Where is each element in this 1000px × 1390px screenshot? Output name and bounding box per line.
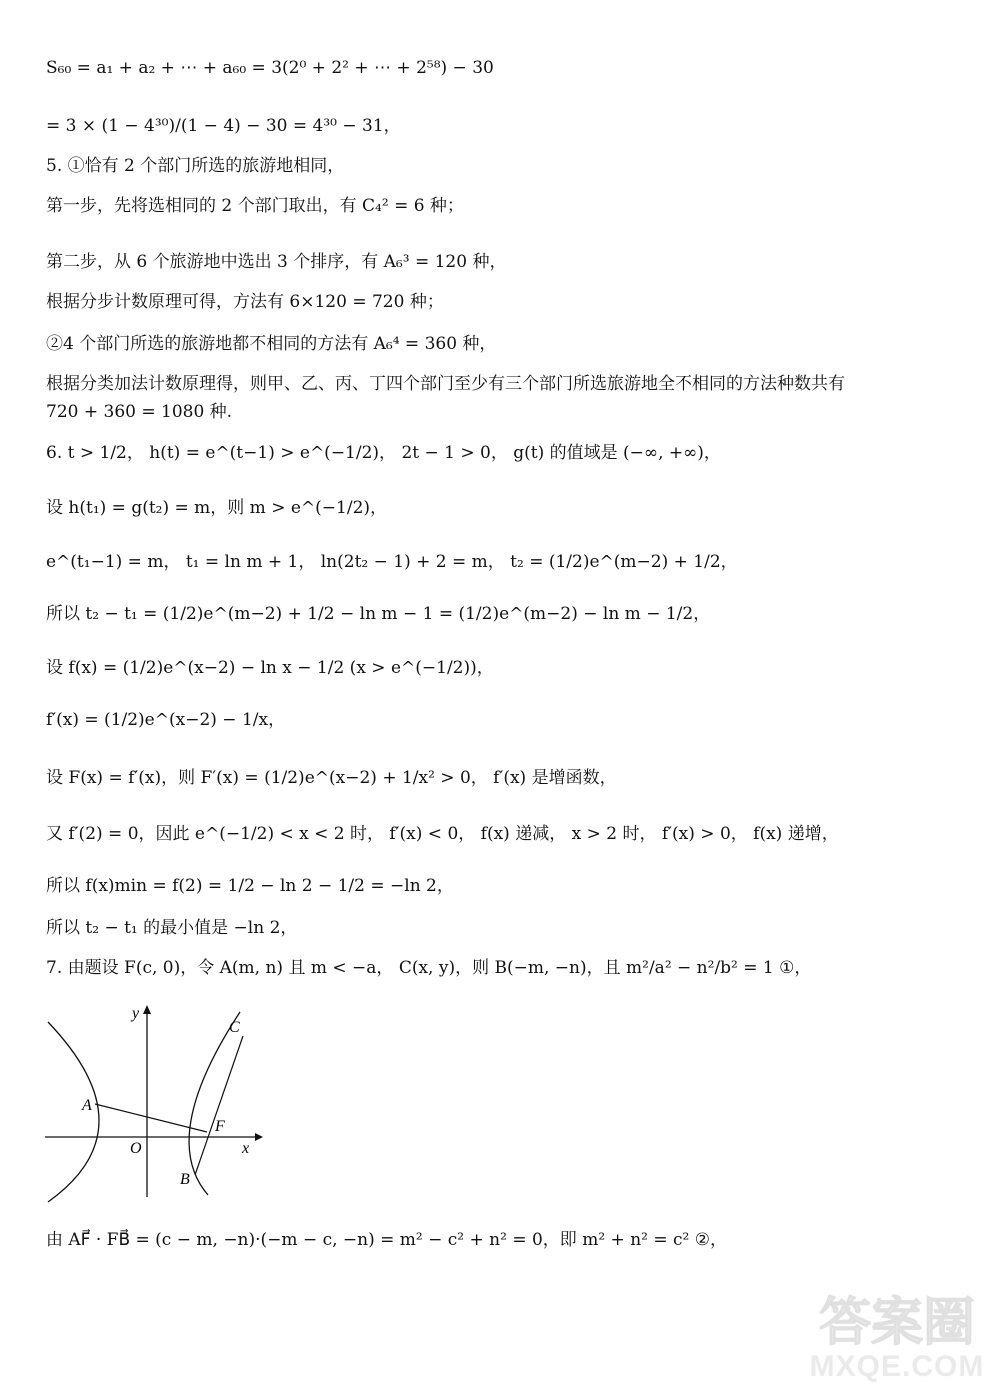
line-q5-product: 根据分步计数原理可得，方法有 6×120 = 720 种； — [46, 292, 444, 312]
line-q6-difference: 所以 t₂ − t₁ = (1/2)e^(m−2) + 1/2 − ln m − 1 = (1/2)e^(m−2) − ln m − 1/2， — [46, 604, 711, 624]
line-q6-derivative: f′(x) = (1/2)e^(x−2) − 1/x， — [46, 710, 286, 730]
y-axis-arrow — [143, 1005, 151, 1014]
line-q5-case2: ②4 个部门所选的旅游地都不相同的方法有 A₆⁴ = 360 种， — [46, 334, 497, 354]
label-C: C — [229, 1019, 240, 1036]
label-x: x — [242, 1140, 250, 1157]
label-A: A — [82, 1097, 92, 1114]
x-axis-arrow — [255, 1133, 263, 1141]
segment-AF — [95, 1104, 207, 1132]
hyperbola-right-branch — [189, 1012, 240, 1195]
line-q5-answer: 720 + 360 = 1080 种. — [46, 402, 233, 422]
line-q6-monotonic: 又 f′(2) = 0，因此 e^(−1/2) < x < 2 时， f′(x) < 0， f(x) 递减， x > 2 时， f′(x) > 0， f(x) 递增， — [46, 824, 839, 844]
label-B: B — [180, 1171, 190, 1188]
line-q6-start: 6. t > 1/2， h(t) = e^(t−1) > e^(−1/2)， 2t − 1 > 0， g(t) 的值域是 (−∞, +∞)， — [46, 443, 721, 463]
label-y: y — [132, 1005, 140, 1022]
label-F: F — [215, 1118, 225, 1135]
line-q7-vectors: 由 AF⃗ · FB⃗ = (c − m, −n)·(−m − c, −n) = m² − c² + n² = 0，即 m² + n² = c² ②， — [46, 1230, 727, 1250]
line-q5-sum-principle: 根据分类加法计数原理得，则甲、乙、丙、丁四个部门至少有三个部门所选旅游地全不相同的方法种数共有 — [46, 374, 845, 394]
watermark-logo-icon — [802, 1284, 992, 1354]
line-q5-step1: 第一步，先将选相同的 2 个部门取出，有 C₄² = 6 种； — [46, 196, 464, 216]
line-q5-step2: 第二步，从 6 个旅游地中选出 3 个排序，有 A₆³ = 120 种， — [46, 252, 507, 272]
label-origin: O — [130, 1140, 142, 1157]
line-sum-s60: S₆₀ = a₁ + a₂ + ⋯ + a₆₀ = 3(2⁰ + 2² + ⋯ + 2⁵⁸) − 30 — [46, 58, 494, 78]
hyperbola-figure — [40, 1000, 265, 1205]
watermark-logo-text: 答案圈 — [818, 1293, 976, 1353]
line-q6-set-m: 设 h(t₁) = g(t₂) = m，则 m > e^(−1/2)， — [46, 498, 388, 518]
line-q6-solve-t: e^(t₁−1) = m， t₁ = ln m + 1， ln(2t₂ − 1) + 2 = m， t₂ = (1/2)e^(m−2) + 1/2， — [46, 552, 738, 572]
segment-CB — [195, 1036, 243, 1175]
line-sum-result: = 3 × (1 − 4³⁰)/(1 − 4) − 30 = 4³⁰ − 31， — [46, 116, 401, 136]
watermark — [802, 1284, 992, 1384]
line-q6-conclusion: 所以 t₂ − t₁ 的最小值是 −ln 2， — [46, 918, 298, 938]
line-q6-second-derivative: 设 F(x) = f′(x)，则 F′(x) = (1/2)e^(x−2) + 1/x² > 0， f′(x) 是增函数， — [46, 768, 617, 788]
line-q6-define-f: 设 f(x) = (1/2)e^(x−2) − ln x − 1/2 (x > e^(−1/2))， — [46, 658, 494, 678]
line-q5-case1: 5. ①恰有 2 个部门所选的旅游地相同， — [46, 156, 345, 176]
line-q7-setup: 7. 由题设 F(c, 0)，令 A(m, n) 且 m < −a， C(x, y)，则 B(−m, −n)，且 m²/a² − n²/b² = 1 ①， — [46, 958, 812, 978]
line-q6-minimum: 所以 f(x)min = f(2) = 1/2 − ln 2 − 1/2 = −ln 2， — [46, 876, 454, 896]
watermark-url: MXQE.COM — [809, 1350, 985, 1383]
